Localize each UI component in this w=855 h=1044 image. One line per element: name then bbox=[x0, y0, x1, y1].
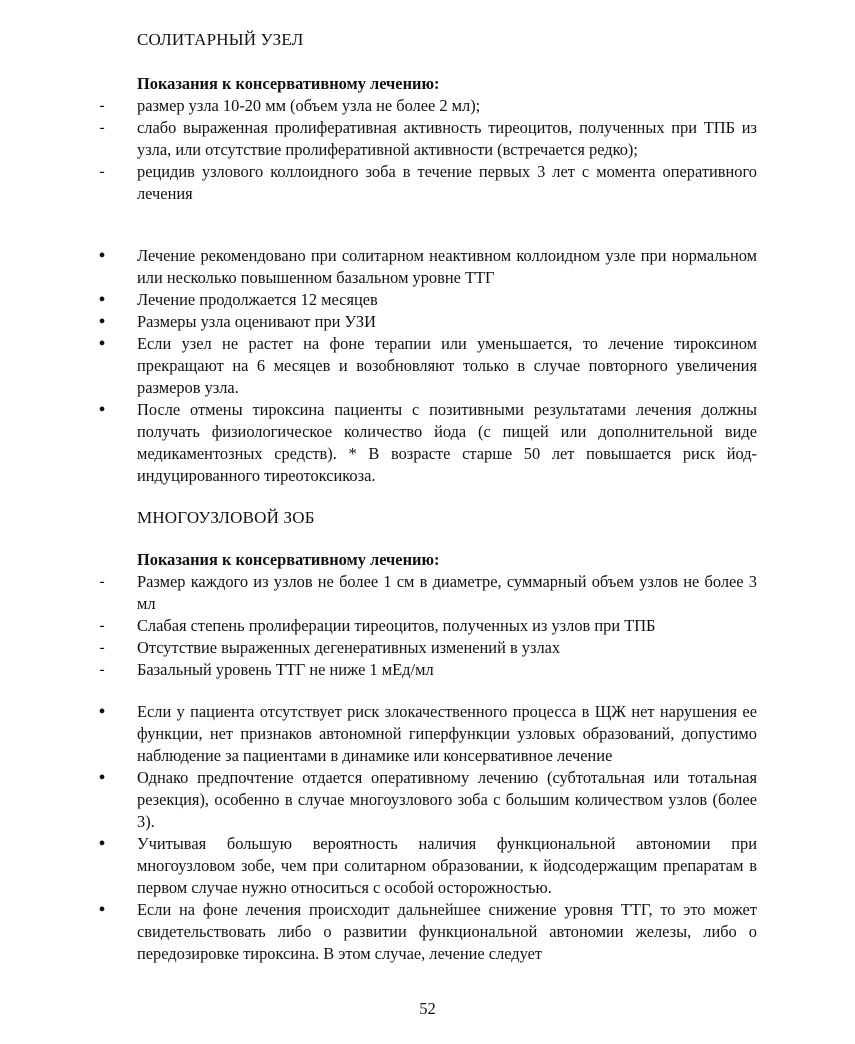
list-item: • Учитывая большую вероятность наличия функциональной автономии при многоузловом зобе, чем при солитарном образовании, к йодсодержащим препаратам в первом случае нужно относиться с особой осторожностью. bbox=[92, 833, 757, 899]
list-item: - Размер каждого из узлов не более 1 см в диаметре, суммарный объем узлов не более 3 мл bbox=[92, 571, 757, 615]
list-item: - размер узла 10-20 мм (объем узла не более 2 мл); bbox=[92, 95, 757, 117]
list-item: • Однако предпочтение отдается оперативному лечению (субтотальная или тотальная резекция), особенно в случае многоузлового зоба с большим количеством узлов (более 3). bbox=[92, 767, 757, 833]
list-item: - слабо выраженная пролиферативная активность тиреоцитов, полученных при ТПБ из узла, или отсутствие пролиферативной активности (встречается редко); bbox=[92, 117, 757, 161]
indications-list bbox=[92, 95, 757, 205]
dash-marker: - bbox=[99, 573, 105, 590]
list-item: • Если у пациента отсутствует риск злокачественного процесса в ЩЖ нет нарушения ее функции, нет признаков автономной гиперфункции узловых образований, допустимо наблюдение за пациентами в динамике или консервативное лечение bbox=[92, 701, 757, 767]
list-item: • Если узел не растет на фоне терапии или уменьшается, то лечение тироксином прекращают на 6 месяцев и возобновляют только в случае повторного увеличения размеров узла. bbox=[92, 333, 757, 399]
bullet-marker: • bbox=[98, 833, 106, 855]
bullet-marker: • bbox=[98, 399, 106, 421]
dash-marker: - bbox=[99, 119, 105, 136]
list-item: - Отсутствие выраженных дегенеративных изменений в узлах bbox=[92, 637, 757, 659]
bullet-marker: • bbox=[98, 289, 106, 311]
bullet-marker: • bbox=[98, 767, 106, 789]
indications-heading: Показания к консервативному лечению: bbox=[137, 74, 440, 93]
section-title-multinodular-goiter: МНОГОУЗЛОВОЙ ЗОБ bbox=[137, 508, 315, 527]
bullet-marker: • bbox=[98, 245, 106, 267]
list-item: • Если на фоне лечения происходит дальнейшее снижение уровня ТТГ, то это может свидетельствовать либо о развитии функциональной автономии железы, либо о передозировке тироксина. В этом случае, лечение следует bbox=[92, 899, 757, 965]
indications-heading: Показания к консервативному лечению: bbox=[137, 550, 440, 569]
section-title-solitary-node: СОЛИТАРНЫЙ УЗЕЛ bbox=[137, 30, 304, 49]
list-item: - Слабая степень пролиферации тиреоцитов, полученных из узлов при ТПБ bbox=[92, 615, 757, 637]
recommendations-list bbox=[92, 701, 757, 965]
dash-marker: - bbox=[99, 163, 105, 180]
dash-marker: - bbox=[99, 661, 105, 678]
list-item: - Базальный уровень ТТГ не ниже 1 мЕд/мл bbox=[92, 659, 757, 681]
list-item: • Лечение рекомендовано при солитарном неактивном коллоидном узле при нормальном или несколько повышенном базальном уровне ТТГ bbox=[92, 245, 757, 289]
list-item: • Размеры узла оценивают при УЗИ bbox=[92, 311, 757, 333]
bullet-marker: • bbox=[98, 701, 106, 723]
page-number: 52 bbox=[419, 999, 436, 1018]
indications-list bbox=[92, 571, 757, 681]
bullet-marker: • bbox=[98, 899, 106, 921]
list-item: • После отмены тироксина пациенты с позитивными результатами лечения должны получать физиологическое количество йода (с пищей или дополнительной виде медикаментозных средств). * В возрасте старше 50 лет повышается риск йод-индуцированного тиреотоксикоза. bbox=[92, 399, 757, 487]
recommendations-list bbox=[92, 245, 757, 487]
list-item: - рецидив узлового коллоидного зоба в течение первых 3 лет с момента оперативного лечения bbox=[92, 161, 757, 205]
dash-marker: - bbox=[99, 639, 105, 656]
bullet-marker: • bbox=[98, 311, 106, 333]
bullet-marker: • bbox=[98, 333, 106, 355]
dash-marker: - bbox=[99, 97, 105, 114]
list-item: • Лечение продолжается 12 месяцев bbox=[92, 289, 757, 311]
dash-marker: - bbox=[99, 617, 105, 634]
